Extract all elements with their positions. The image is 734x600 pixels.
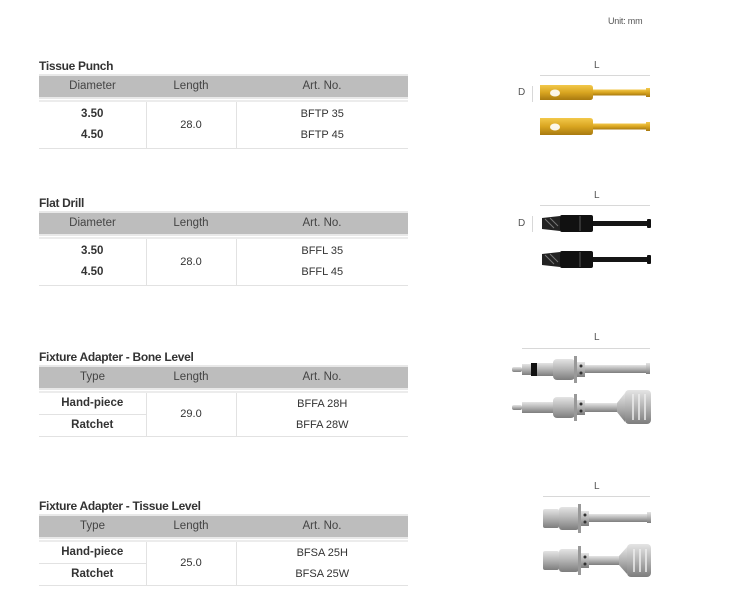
header-art-no: Art. No. bbox=[236, 212, 408, 235]
diameter-value: 4.50 bbox=[81, 266, 104, 278]
diameter-value: 4.50 bbox=[81, 129, 104, 141]
length-value: 28.0 bbox=[146, 101, 236, 149]
art-no-value: BFFL 45 bbox=[301, 266, 344, 278]
diameter-value: 3.50 bbox=[81, 245, 104, 257]
header-art-no: Art. No. bbox=[236, 515, 408, 538]
dimension-line bbox=[522, 348, 650, 349]
header-length: Length bbox=[146, 366, 236, 389]
spec-table bbox=[39, 74, 408, 149]
section-title: Fixture Adapter - Tissue Level bbox=[39, 499, 201, 513]
art-no-value: BFFL 35 bbox=[301, 245, 344, 257]
header-type: Type bbox=[39, 366, 146, 389]
art-no-value: BFTP 45 bbox=[300, 129, 344, 141]
art-no-value: BFFA 28W bbox=[236, 414, 408, 436]
dimension-line bbox=[540, 75, 650, 76]
type-value: Ratchet bbox=[39, 414, 146, 436]
section-fixture-adapter-tissue bbox=[39, 498, 408, 586]
dimension-line bbox=[532, 86, 533, 102]
header-diameter: Diameter bbox=[39, 75, 146, 98]
spec-table bbox=[39, 211, 408, 286]
dimension-line bbox=[532, 216, 533, 232]
section-title: Tissue Punch bbox=[39, 59, 114, 73]
type-value: Hand-piece bbox=[39, 541, 146, 563]
length-value: 29.0 bbox=[146, 392, 236, 436]
section-title: Flat Drill bbox=[39, 196, 85, 210]
art-no-cell bbox=[236, 238, 408, 286]
dimension-label-diameter: D bbox=[518, 218, 526, 229]
length-value: 25.0 bbox=[146, 541, 236, 585]
diameter-value: 3.50 bbox=[81, 108, 104, 120]
length-value: 28.0 bbox=[146, 238, 236, 286]
tissue-punch-icon bbox=[540, 84, 652, 144]
header-art-no: Art. No. bbox=[236, 366, 408, 389]
header-length: Length bbox=[146, 212, 236, 235]
spec-table bbox=[39, 365, 408, 437]
dimension-label-diameter: D bbox=[518, 87, 526, 98]
dimension-line bbox=[543, 496, 650, 497]
spec-table bbox=[39, 514, 408, 586]
dimension-label-length: L bbox=[594, 332, 600, 343]
section-fixture-adapter-bone bbox=[39, 349, 408, 437]
dimension-label-length: L bbox=[594, 60, 600, 71]
section-title: Fixture Adapter - Bone Level bbox=[39, 350, 194, 364]
header-length: Length bbox=[146, 75, 236, 98]
header-length: Length bbox=[146, 515, 236, 538]
section-tissue-punch bbox=[39, 58, 408, 149]
section-flat-drill bbox=[39, 195, 408, 286]
unit-label: Unit: mm bbox=[608, 16, 643, 26]
dimension-line bbox=[540, 205, 650, 206]
type-value: Ratchet bbox=[39, 563, 146, 585]
art-no-value: BFSA 25H bbox=[296, 546, 348, 559]
diameter-cell bbox=[39, 238, 146, 286]
header-diameter: Diameter bbox=[39, 212, 146, 235]
art-no-value: BFTP 35 bbox=[300, 108, 344, 120]
fixture-adapter-tissue-icon bbox=[543, 507, 655, 582]
diameter-cell bbox=[39, 101, 146, 149]
art-no-value: BFFA 28H bbox=[297, 397, 348, 410]
fixture-adapter-bone-icon bbox=[512, 358, 654, 428]
dimension-label-length: L bbox=[594, 481, 600, 492]
dimension-label-length: L bbox=[594, 190, 600, 201]
flat-drill-icon bbox=[540, 214, 652, 274]
type-value: Hand-piece bbox=[39, 392, 146, 414]
header-type: Type bbox=[39, 515, 146, 538]
art-no-value: BFSA 25W bbox=[236, 563, 408, 585]
art-no-cell bbox=[236, 101, 408, 149]
header-art-no: Art. No. bbox=[236, 75, 408, 98]
